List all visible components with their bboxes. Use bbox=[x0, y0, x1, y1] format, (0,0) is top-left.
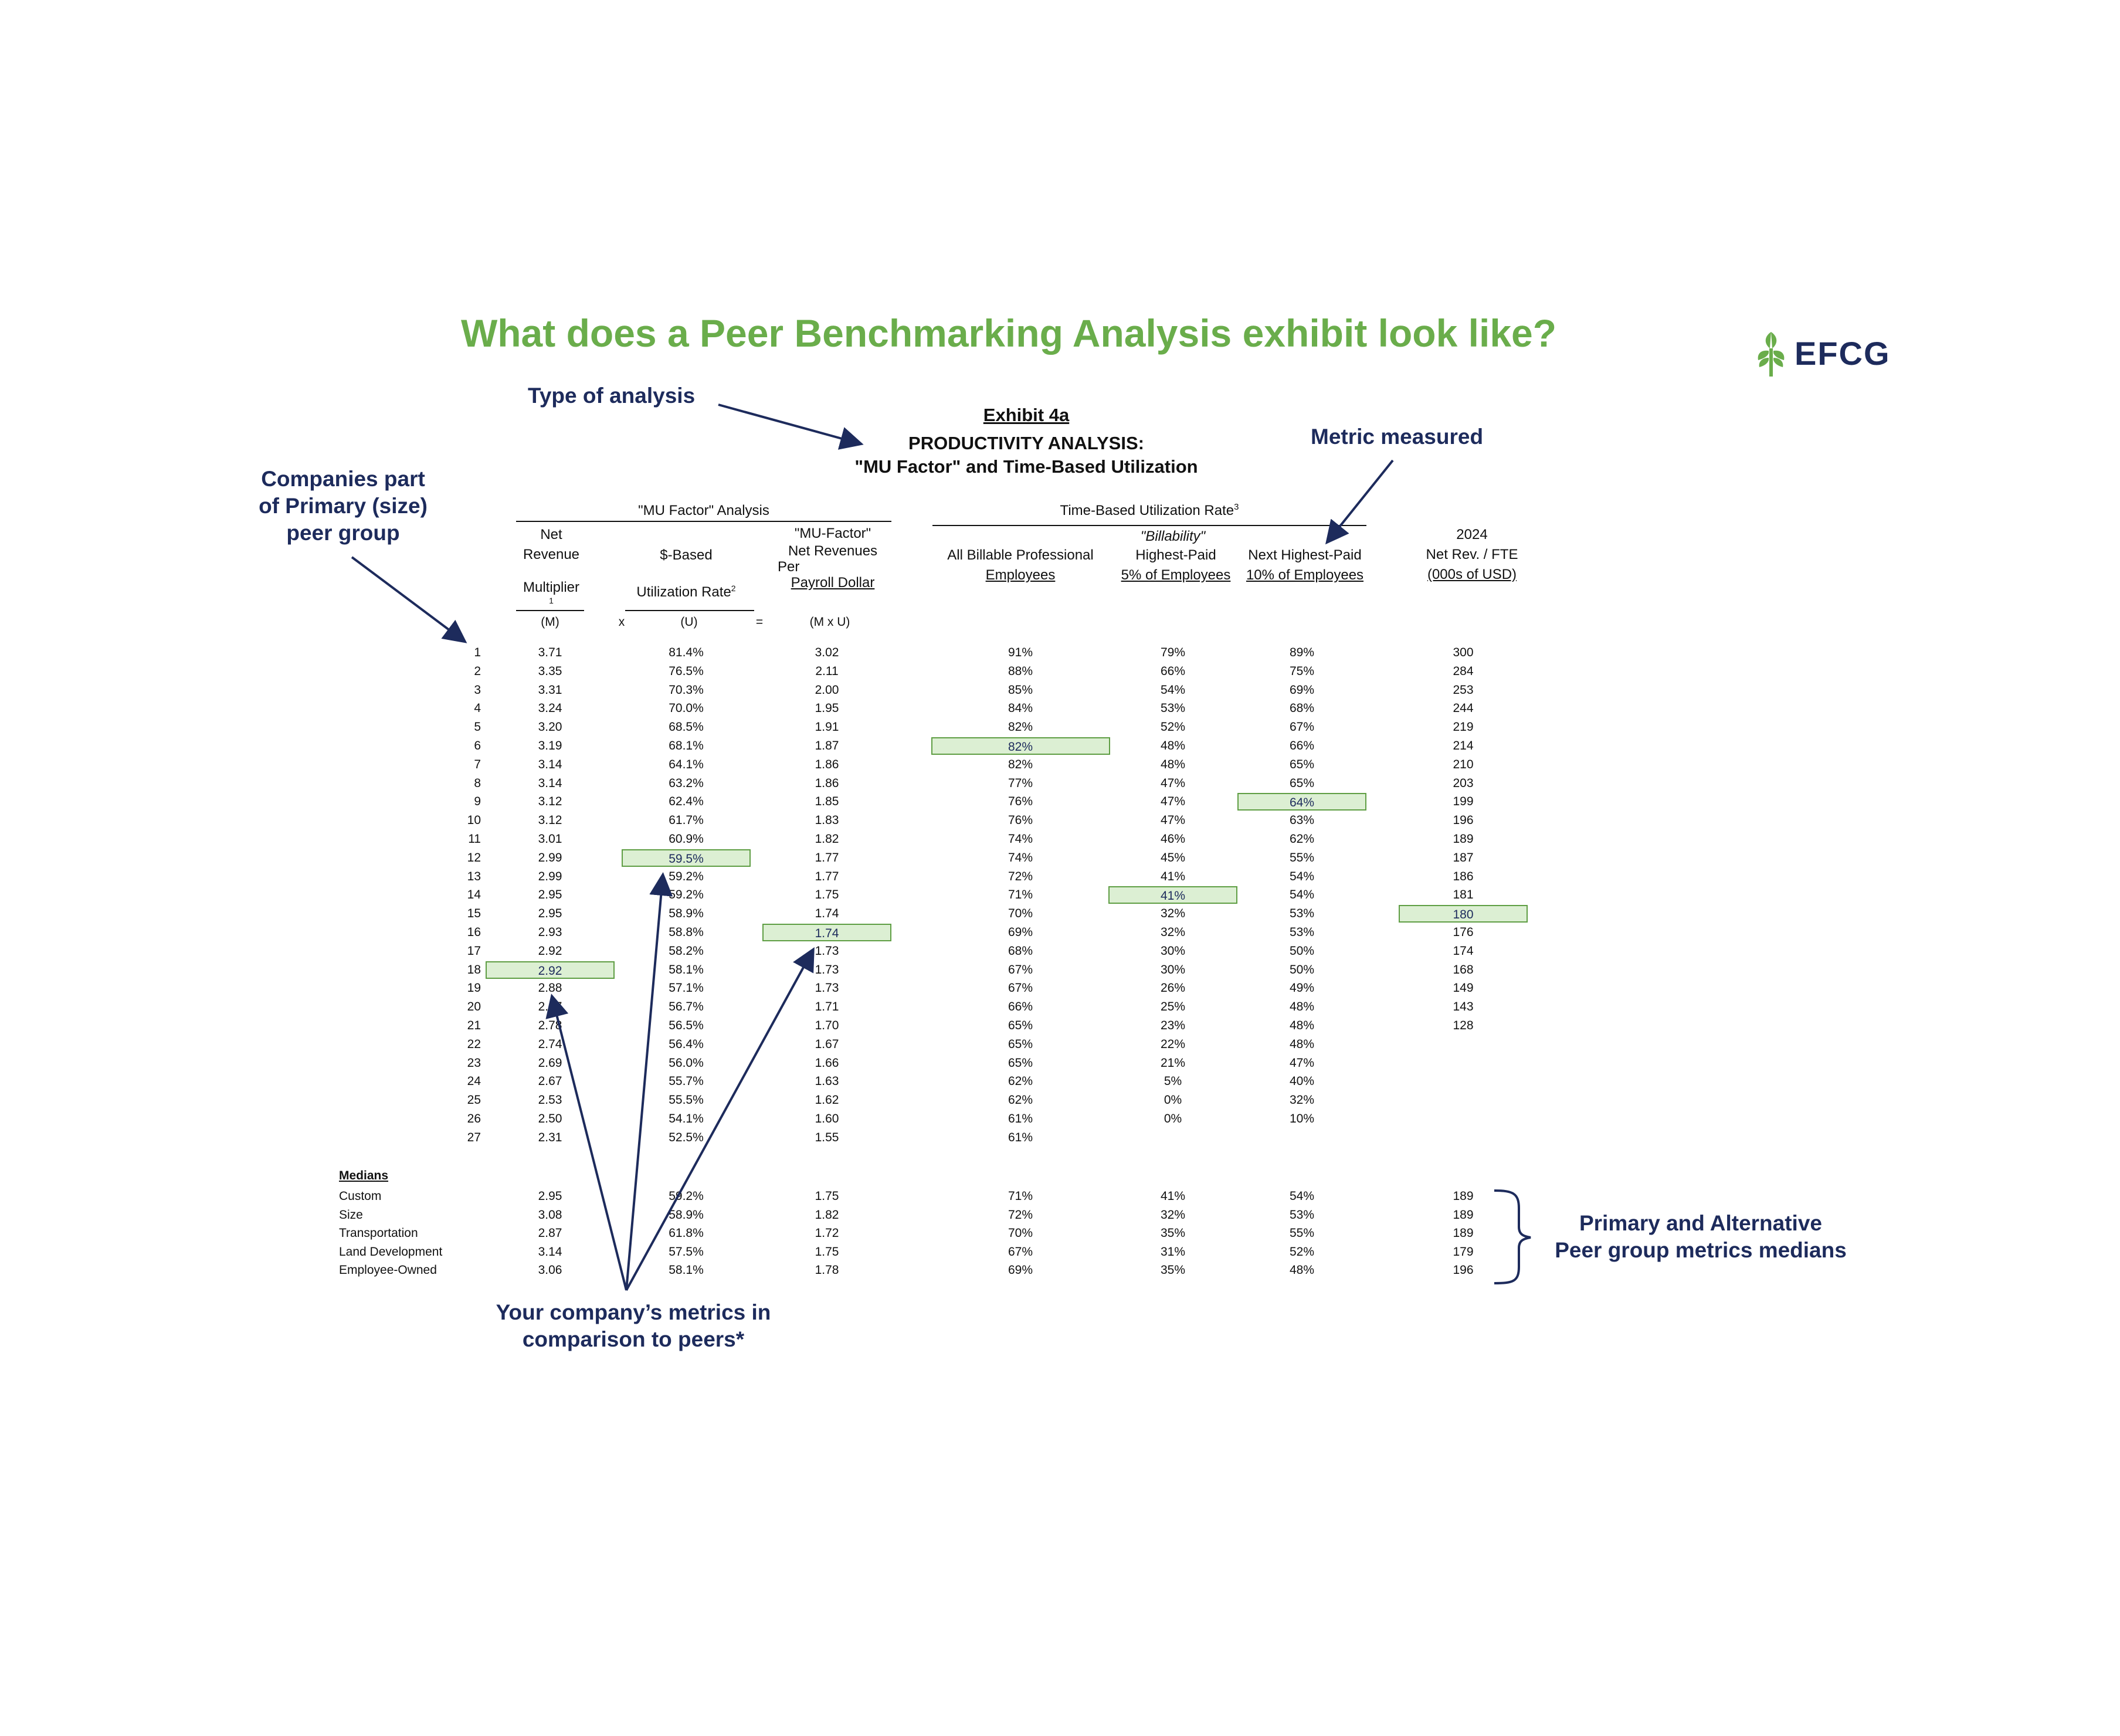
median-cell: 3.06 bbox=[538, 1263, 562, 1277]
median-cell: 189 bbox=[1453, 1189, 1474, 1203]
table-cell: 70.3% bbox=[669, 683, 704, 697]
table-cell: 60.9% bbox=[669, 832, 704, 846]
highlighted-company-cell: 1.74 bbox=[762, 924, 891, 941]
row-rank: 26 bbox=[467, 1112, 481, 1125]
median-cell: 48% bbox=[1289, 1263, 1315, 1277]
table-cell: 203 bbox=[1453, 776, 1474, 790]
table-cell: 84% bbox=[1008, 701, 1033, 716]
median-cell: 41% bbox=[1160, 1189, 1186, 1203]
table-cell: 1.67 bbox=[815, 1037, 839, 1051]
table-cell: 30% bbox=[1160, 944, 1186, 958]
table-cell: 0% bbox=[1164, 1112, 1182, 1125]
table-cell: 67% bbox=[1008, 981, 1033, 995]
table-cell: 1.55 bbox=[815, 1130, 839, 1144]
table-cell: 56.5% bbox=[669, 1019, 704, 1032]
table-cell: 2.31 bbox=[538, 1130, 562, 1144]
symbol-mxu: (M x U) bbox=[809, 615, 850, 629]
table-cell: 76.5% bbox=[669, 664, 704, 678]
median-cell: 72% bbox=[1008, 1208, 1033, 1222]
table-cell: 1.86 bbox=[815, 757, 839, 771]
median-cell: 189 bbox=[1453, 1208, 1474, 1222]
table-cell: 176 bbox=[1453, 925, 1474, 939]
row-rank: 9 bbox=[474, 795, 481, 809]
table-cell: 50% bbox=[1289, 962, 1315, 976]
median-cell: 54% bbox=[1289, 1189, 1315, 1203]
table-cell: 0% bbox=[1164, 1093, 1182, 1107]
median-label: Transportation bbox=[339, 1226, 418, 1240]
table-cell: 219 bbox=[1453, 720, 1474, 734]
row-rank: 11 bbox=[468, 832, 481, 846]
table-cell: 30% bbox=[1160, 962, 1186, 976]
median-label: Custom bbox=[339, 1189, 382, 1203]
table-cell: 1.70 bbox=[815, 1019, 839, 1032]
row-rank: 25 bbox=[467, 1093, 481, 1107]
table-cell: 1.75 bbox=[815, 888, 839, 902]
table-cell: 214 bbox=[1453, 739, 1474, 752]
table-cell: 68% bbox=[1289, 701, 1315, 716]
table-cell: 1.73 bbox=[815, 944, 839, 958]
mu-factor-group-header: "MU Factor" Analysis bbox=[638, 503, 769, 518]
table-cell: 40% bbox=[1289, 1074, 1315, 1089]
table-cell: 58.1% bbox=[669, 962, 704, 976]
table-cell: 189 bbox=[1453, 832, 1474, 846]
row-rank: 23 bbox=[467, 1056, 481, 1070]
table-cell: 47% bbox=[1160, 776, 1186, 790]
table-cell: 52% bbox=[1160, 720, 1186, 734]
table-cell: 2.99 bbox=[538, 869, 562, 883]
logo-text: EFCG bbox=[1795, 335, 1891, 372]
table-cell: 3.12 bbox=[538, 813, 562, 828]
header-net-revenue-multiplier: Net Revenue Multiplier 1 bbox=[523, 527, 580, 605]
median-cell: 61.8% bbox=[669, 1226, 704, 1240]
median-cell: 70% bbox=[1008, 1226, 1033, 1240]
table-cell: 26% bbox=[1160, 981, 1186, 995]
table-cell: 61% bbox=[1008, 1130, 1033, 1144]
median-cell: 32% bbox=[1160, 1208, 1186, 1222]
median-cell: 2.87 bbox=[538, 1226, 562, 1240]
table-cell: 62.4% bbox=[669, 795, 704, 809]
callout-metric-measured: Metric measured bbox=[1311, 425, 1484, 449]
table-cell: 63.2% bbox=[669, 776, 704, 790]
row-rank: 19 bbox=[467, 981, 481, 995]
table-cell: 61.7% bbox=[669, 813, 704, 828]
medians-heading: Medians bbox=[339, 1169, 389, 1182]
table-cell: 3.12 bbox=[538, 795, 562, 809]
table-cell: 174 bbox=[1453, 944, 1474, 958]
median-cell: 1.78 bbox=[815, 1263, 839, 1277]
table-cell: 3.14 bbox=[538, 757, 562, 771]
median-cell: 59.2% bbox=[669, 1189, 704, 1203]
table-cell: 2.93 bbox=[538, 925, 562, 939]
table-cell: 59.2% bbox=[669, 888, 704, 902]
table-cell: 65% bbox=[1008, 1056, 1033, 1070]
table-cell: 284 bbox=[1453, 664, 1474, 678]
median-cell: 52% bbox=[1289, 1245, 1315, 1259]
table-cell: 55.5% bbox=[669, 1093, 704, 1107]
table-cell: 1.71 bbox=[815, 1000, 839, 1014]
table-cell: 2.88 bbox=[538, 981, 562, 995]
table-cell: 3.31 bbox=[538, 683, 562, 697]
table-cell: 75% bbox=[1289, 664, 1315, 678]
header-all-billable: All Billable Professional Employees bbox=[947, 547, 1094, 583]
table-cell: 58.8% bbox=[669, 925, 704, 939]
median-cell: 2.95 bbox=[538, 1189, 562, 1203]
table-cell: 2.95 bbox=[538, 907, 562, 921]
table-cell: 53% bbox=[1289, 907, 1315, 921]
table-cell: 1.60 bbox=[815, 1112, 839, 1125]
table-cell: 2.74 bbox=[538, 1037, 562, 1051]
table-cell: 70.0% bbox=[669, 701, 704, 716]
table-cell: 69% bbox=[1008, 925, 1033, 939]
row-rank: 2 bbox=[474, 664, 481, 678]
table-cell: 79% bbox=[1160, 646, 1186, 659]
table-cell: 62% bbox=[1289, 832, 1315, 846]
table-cell: 57.1% bbox=[669, 981, 704, 995]
tbu-group-header: Time-Based Utilization Rate$^3$ bbox=[1060, 502, 1239, 518]
table-cell: 2.53 bbox=[538, 1093, 562, 1107]
highlighted-company-cell: 2.92 bbox=[486, 961, 615, 979]
table-cell: 65% bbox=[1008, 1037, 1033, 1051]
table-cell: 1.95 bbox=[815, 701, 839, 716]
median-cell: 31% bbox=[1160, 1245, 1186, 1259]
highlighted-company-cell: 180 bbox=[1399, 905, 1528, 923]
median-label: Employee-Owned bbox=[339, 1263, 437, 1277]
table-cell: 49% bbox=[1289, 981, 1315, 995]
table-cell: 47% bbox=[1289, 1056, 1315, 1070]
table-cell: 66% bbox=[1008, 1000, 1033, 1014]
table-cell: 244 bbox=[1453, 701, 1474, 716]
exhibit-line2: "MU Factor" and Time-Based Utilization bbox=[854, 456, 1198, 477]
table-cell: 58.2% bbox=[669, 944, 704, 958]
row-rank: 4 bbox=[474, 701, 481, 716]
table-cell: 48% bbox=[1289, 1000, 1315, 1014]
row-rank: 18 bbox=[467, 962, 481, 976]
median-cell: 196 bbox=[1453, 1263, 1474, 1277]
row-rank: 14 bbox=[467, 888, 481, 902]
row-rank: 16 bbox=[467, 925, 481, 939]
median-cell: 1.75 bbox=[815, 1189, 839, 1203]
row-rank: 24 bbox=[467, 1074, 481, 1089]
median-cell: 1.72 bbox=[815, 1226, 839, 1240]
table-cell: 76% bbox=[1008, 813, 1033, 828]
table-cell: 253 bbox=[1453, 683, 1474, 697]
table-cell: 47% bbox=[1160, 795, 1186, 809]
table-cell: 2.99 bbox=[538, 850, 562, 864]
row-rank: 10 bbox=[467, 813, 481, 828]
table-cell: 69% bbox=[1289, 683, 1315, 697]
highlighted-company-cell: 82% bbox=[931, 737, 1110, 755]
table-cell: 41% bbox=[1160, 869, 1186, 883]
table-cell: 2.87 bbox=[538, 1000, 562, 1014]
table-cell: 56.7% bbox=[669, 1000, 704, 1014]
median-cell: 189 bbox=[1453, 1226, 1474, 1240]
median-cell: 35% bbox=[1160, 1263, 1186, 1277]
symbol-u: (U) bbox=[680, 615, 698, 629]
table-cell: 10% bbox=[1289, 1112, 1315, 1125]
row-rank: 3 bbox=[474, 683, 481, 697]
table-cell: 55.7% bbox=[669, 1074, 704, 1089]
table-cell: 48% bbox=[1289, 1037, 1315, 1051]
median-cell: 1.75 bbox=[815, 1245, 839, 1259]
table-cell: 64.1% bbox=[669, 757, 704, 771]
highlighted-company-cell: 41% bbox=[1108, 886, 1237, 904]
table-cell: 77% bbox=[1008, 776, 1033, 790]
table-cell: 48% bbox=[1289, 1019, 1315, 1032]
table-cell: 2.69 bbox=[538, 1056, 562, 1070]
table-cell: 3.20 bbox=[538, 720, 562, 734]
median-label: Land Development bbox=[339, 1245, 443, 1259]
table-cell: 181 bbox=[1453, 888, 1474, 902]
arrow-your-company-u bbox=[626, 877, 663, 1290]
median-cell: 58.9% bbox=[669, 1208, 704, 1222]
median-label: Size bbox=[339, 1208, 363, 1222]
table-cell: 32% bbox=[1160, 907, 1186, 921]
table-cell: 1.87 bbox=[815, 739, 839, 752]
table-cell: 1.85 bbox=[815, 795, 839, 809]
table-cell: 3.01 bbox=[538, 832, 562, 846]
row-rank: 27 bbox=[467, 1130, 481, 1144]
billability-header: "Billability" bbox=[1140, 528, 1206, 544]
table-cell: 2.95 bbox=[538, 888, 562, 902]
symbol-equals: = bbox=[755, 615, 764, 629]
row-rank: 1 bbox=[474, 646, 481, 659]
highlighted-company-cell: 64% bbox=[1237, 793, 1366, 811]
table-cell: 65% bbox=[1289, 757, 1315, 771]
row-rank: 17 bbox=[467, 944, 481, 958]
median-cell: 55% bbox=[1289, 1226, 1315, 1240]
table-cell: 2.78 bbox=[538, 1019, 562, 1032]
exhibit-label: Exhibit 4a bbox=[983, 405, 1070, 425]
table-cell: 81.4% bbox=[669, 646, 704, 659]
table-cell: 65% bbox=[1008, 1019, 1033, 1032]
table-cell: 50% bbox=[1289, 944, 1315, 958]
table-cell: 65% bbox=[1289, 776, 1315, 790]
row-rank: 7 bbox=[474, 757, 481, 771]
row-rank: 6 bbox=[474, 739, 481, 752]
row-rank: 8 bbox=[474, 776, 481, 790]
table-cell: 85% bbox=[1008, 683, 1033, 697]
table-cell: 82% bbox=[1008, 720, 1033, 734]
table-cell: 3.71 bbox=[538, 646, 562, 659]
table-cell: 74% bbox=[1008, 832, 1033, 846]
table-cell: 46% bbox=[1160, 832, 1186, 846]
table-cell: 1.62 bbox=[815, 1093, 839, 1107]
table-cell: 32% bbox=[1160, 925, 1186, 939]
table-cell: 63% bbox=[1289, 813, 1315, 828]
row-rank: 21 bbox=[467, 1019, 481, 1032]
table-cell: 68.1% bbox=[669, 739, 704, 752]
row-rank: 13 bbox=[467, 869, 481, 883]
table-cell: 74% bbox=[1008, 850, 1033, 864]
table-cell: 53% bbox=[1160, 701, 1186, 716]
highlighted-company-cell: 59.5% bbox=[622, 849, 751, 867]
table-cell: 56.0% bbox=[669, 1056, 704, 1070]
table-cell: 1.83 bbox=[815, 813, 839, 828]
symbol-m: (M) bbox=[541, 615, 559, 629]
table-cell: 23% bbox=[1160, 1019, 1186, 1032]
arrow-your-company-m bbox=[552, 998, 626, 1290]
table-cell: 1.74 bbox=[815, 907, 839, 921]
header-net-rev-fte: 2024 Net Rev. / FTE (000s of USD) bbox=[1426, 527, 1518, 582]
table-cell: 149 bbox=[1453, 981, 1474, 995]
callout-companies-part: Companies part of Primary (size) peer group bbox=[259, 467, 428, 545]
table-cell: 70% bbox=[1008, 907, 1033, 921]
table-cell: 54% bbox=[1289, 888, 1315, 902]
table-cell: 2.00 bbox=[815, 683, 839, 697]
median-cell: 71% bbox=[1008, 1189, 1033, 1203]
table-cell: 82% bbox=[1008, 757, 1033, 771]
median-cell: 3.08 bbox=[538, 1208, 562, 1222]
symbol-times: x bbox=[618, 615, 625, 629]
row-rank: 5 bbox=[474, 720, 481, 734]
table-cell: 186 bbox=[1453, 869, 1474, 883]
table-cell: 72% bbox=[1008, 869, 1033, 883]
table-cell: 1.73 bbox=[815, 981, 839, 995]
table-cell: 32% bbox=[1289, 1093, 1315, 1107]
table-cell: 143 bbox=[1453, 1000, 1474, 1014]
table-cell: 1.63 bbox=[815, 1074, 839, 1089]
median-cell: 57.5% bbox=[669, 1245, 704, 1259]
table-cell: 25% bbox=[1160, 1000, 1186, 1014]
row-rank: 20 bbox=[467, 1000, 481, 1014]
table-cell: 61% bbox=[1008, 1112, 1033, 1125]
table-cell: 3.24 bbox=[538, 701, 562, 716]
table-cell: 1.77 bbox=[815, 869, 839, 883]
table-cell: 3.02 bbox=[815, 646, 839, 659]
header-next-highest-paid: Next Highest-Paid 10% of Employees bbox=[1246, 547, 1364, 583]
header-highest-paid: Highest-Paid 5% of Employees bbox=[1121, 547, 1231, 583]
callout-type-of-analysis: Type of analysis bbox=[528, 384, 696, 408]
table-cell: 1.86 bbox=[815, 776, 839, 790]
table-cell: 300 bbox=[1453, 646, 1474, 659]
table-cell: 21% bbox=[1160, 1056, 1186, 1070]
table-cell: 48% bbox=[1160, 739, 1186, 752]
table-cell: 48% bbox=[1160, 757, 1186, 771]
median-cell: 179 bbox=[1453, 1245, 1474, 1259]
table-cell: 3.14 bbox=[538, 776, 562, 790]
table-cell: 54% bbox=[1160, 683, 1186, 697]
median-cell: 69% bbox=[1008, 1263, 1033, 1277]
header-mu-factor: "MU-Factor" Net Revenues Per Payroll Dollar bbox=[778, 525, 878, 591]
table-cell: 62% bbox=[1008, 1093, 1033, 1107]
table-cell: 71% bbox=[1008, 888, 1033, 902]
row-rank: 12 bbox=[467, 850, 481, 864]
table-cell: 1.73 bbox=[815, 962, 839, 976]
table-cell: 1.77 bbox=[815, 850, 839, 864]
callout-your-company: Your company’s metrics in comparison to peers* bbox=[496, 1300, 771, 1351]
median-cell: 3.14 bbox=[538, 1245, 562, 1259]
table-cell: 22% bbox=[1160, 1037, 1186, 1051]
arrow-type-of-analysis bbox=[718, 405, 859, 443]
table-cell: 45% bbox=[1160, 850, 1186, 864]
table-cell: 67% bbox=[1008, 962, 1033, 976]
medians-brace bbox=[1494, 1191, 1531, 1283]
table-cell: 59.2% bbox=[669, 869, 704, 883]
table-cell: 62% bbox=[1008, 1074, 1033, 1089]
arrow-metric-measured bbox=[1328, 460, 1393, 541]
table-cell: 2.11 bbox=[815, 664, 839, 678]
median-cell: 35% bbox=[1160, 1226, 1186, 1240]
median-cell: 1.82 bbox=[815, 1208, 839, 1222]
table-cell: 3.35 bbox=[538, 664, 562, 678]
table-cell: 3.19 bbox=[538, 739, 562, 752]
table-cell: 76% bbox=[1008, 795, 1033, 809]
table-cell: 187 bbox=[1453, 850, 1474, 864]
table-cell: 1.91 bbox=[815, 720, 839, 734]
arrow-your-company-mu bbox=[626, 951, 812, 1290]
table-cell: 196 bbox=[1453, 813, 1474, 828]
row-rank: 15 bbox=[467, 907, 481, 921]
table-cell: 1.66 bbox=[815, 1056, 839, 1070]
median-cell: 58.1% bbox=[669, 1263, 704, 1277]
exhibit-line1: PRODUCTIVITY ANALYSIS: bbox=[908, 433, 1144, 453]
table-cell: 53% bbox=[1289, 925, 1315, 939]
table-cell: 54.1% bbox=[669, 1112, 704, 1125]
table-cell: 52.5% bbox=[669, 1130, 704, 1144]
table-cell: 47% bbox=[1160, 813, 1186, 828]
table-cell: 67% bbox=[1289, 720, 1315, 734]
table-cell: 5% bbox=[1164, 1074, 1182, 1089]
median-cell: 53% bbox=[1289, 1208, 1315, 1222]
median-cell: 67% bbox=[1008, 1245, 1033, 1259]
table-cell: 68.5% bbox=[669, 720, 704, 734]
table-cell: 66% bbox=[1289, 739, 1315, 752]
callout-primary-alternative: Primary and Alternative Peer group metrics medians bbox=[1555, 1211, 1847, 1262]
table-cell: 1.82 bbox=[815, 832, 839, 846]
header-dollar-based: $-Based Utilization Rate$^2$ bbox=[636, 547, 736, 600]
table-cell: 56.4% bbox=[669, 1037, 704, 1051]
table-cell: 89% bbox=[1289, 646, 1315, 659]
table-cell: 199 bbox=[1453, 795, 1474, 809]
slide-title: What does a Peer Benchmarking Analysis exhibit look like? bbox=[460, 311, 1557, 355]
table-cell: 58.9% bbox=[669, 907, 704, 921]
table-cell: 66% bbox=[1160, 664, 1186, 678]
table-cell: 88% bbox=[1008, 664, 1033, 678]
table-cell: 210 bbox=[1453, 757, 1474, 771]
table-cell: 2.50 bbox=[538, 1112, 562, 1125]
table-cell: 91% bbox=[1008, 646, 1033, 659]
row-rank: 22 bbox=[467, 1037, 481, 1051]
table-cell: 54% bbox=[1289, 869, 1315, 883]
arrow-companies-part bbox=[352, 557, 463, 640]
table-cell: 2.67 bbox=[538, 1074, 562, 1089]
table-cell: 168 bbox=[1453, 962, 1474, 976]
table-cell: 128 bbox=[1453, 1019, 1474, 1032]
table-cell: 55% bbox=[1289, 850, 1315, 864]
table-cell: 68% bbox=[1008, 944, 1033, 958]
table-cell: 2.92 bbox=[538, 944, 562, 958]
